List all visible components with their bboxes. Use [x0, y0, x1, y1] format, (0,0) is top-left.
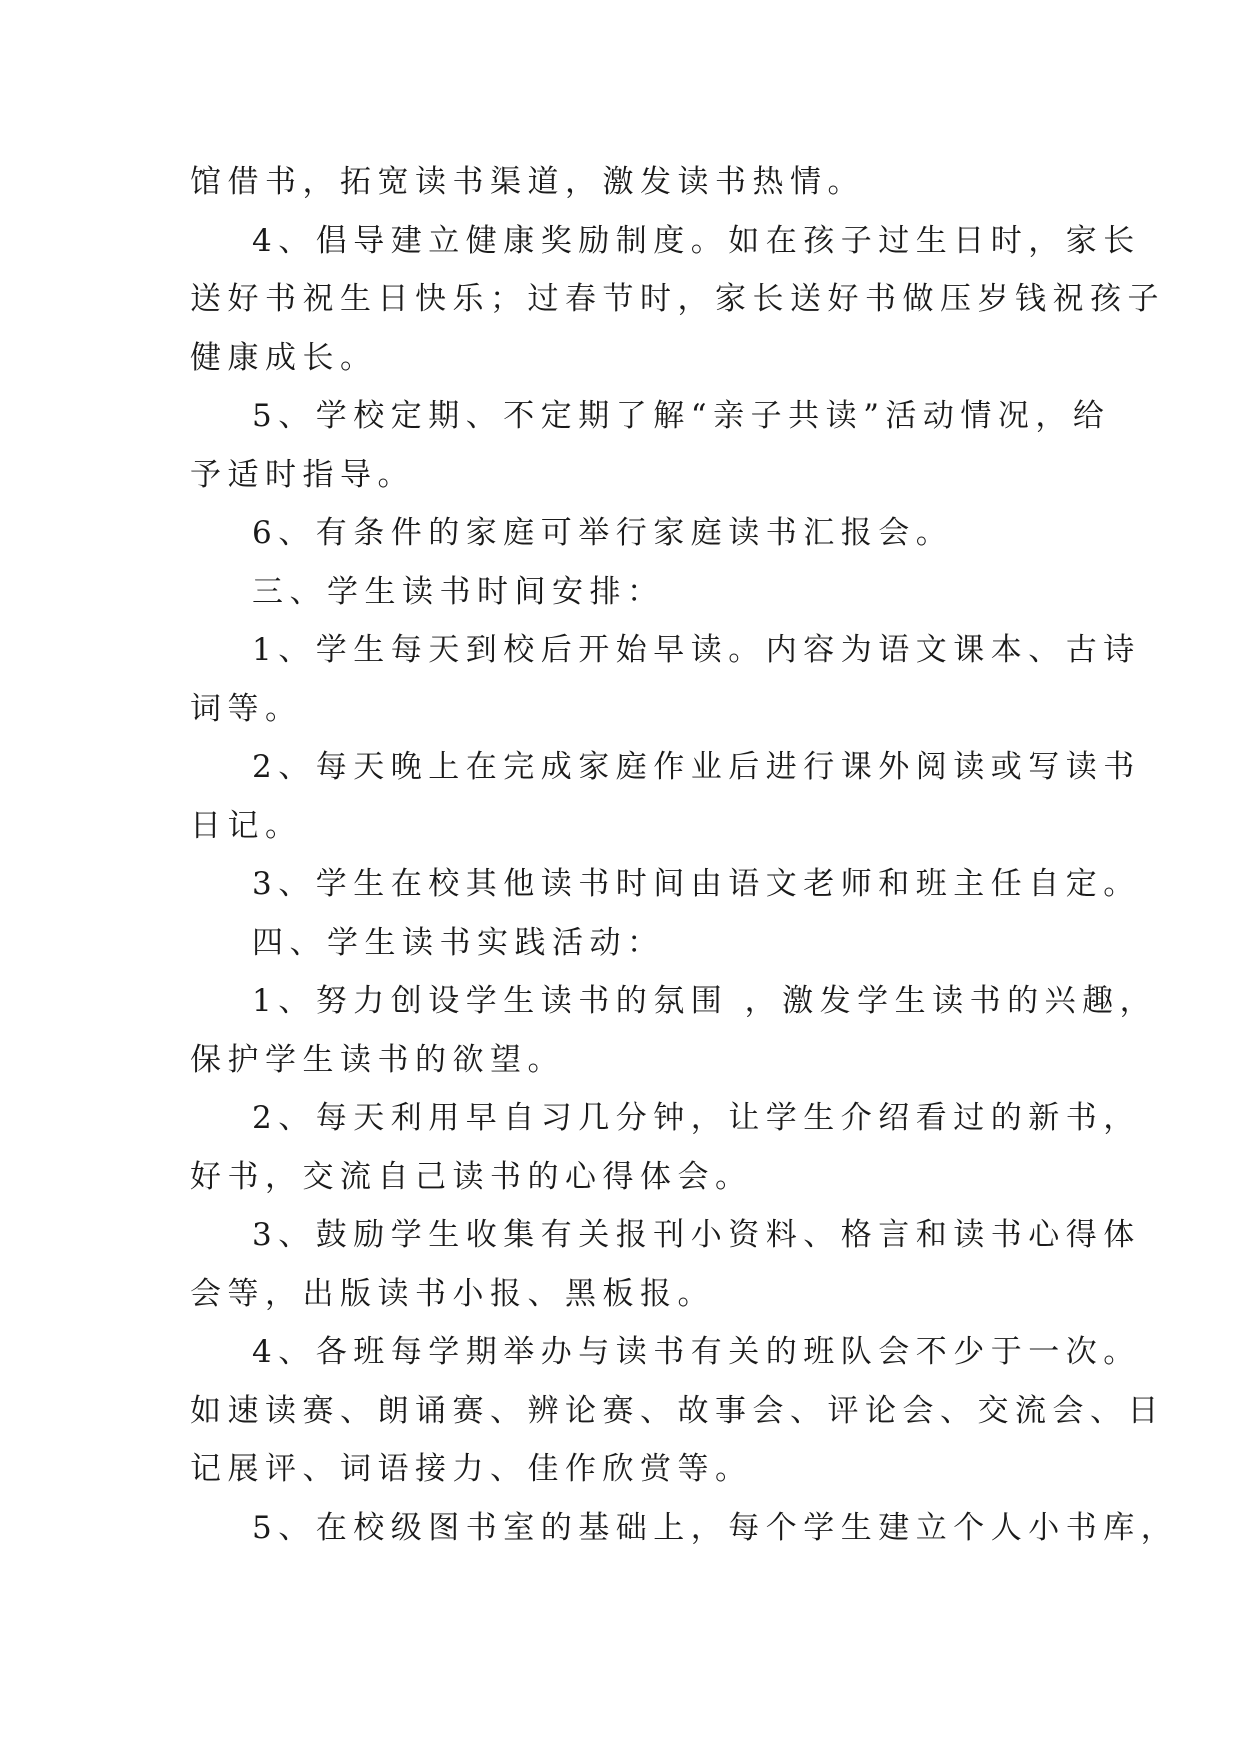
text-line: 4、各班每学期举办与读书有关的班队会不少于一次。	[252, 1334, 1141, 1370]
text-line: 健康成长。	[190, 340, 378, 376]
text-line: 词等。	[190, 691, 303, 727]
text-line: 4、倡导建立健康奖励制度。如在孩子过生日时，家长	[252, 223, 1141, 259]
text-line: 6、有条件的家庭可举行家庭读书汇报会。	[252, 515, 954, 551]
text-line: 3、学生在校其他读书时间由语文老师和班主任自定。	[252, 866, 1141, 902]
text-line: 馆借书，拓宽读书渠道，激发读书热情。	[190, 164, 865, 200]
text-line: 2、每天利用早自习几分钟，让学生介绍看过的新书，	[252, 1100, 1141, 1136]
text-line: 会等，出版读书小报、黑板报。	[190, 1276, 715, 1312]
text-line: 记展评、词语接力、佳作欣赏等。	[190, 1451, 753, 1487]
text-line: 送好书祝生日快乐；过春节时，家长送好书做压岁钱祝孩子	[190, 281, 1165, 317]
section-heading: 四、学生读书实践活动：	[252, 925, 665, 961]
text-line: 5、在校级图书室的基础上，每个学生建立个人小书库，	[252, 1510, 1179, 1546]
text-line: 予适时指导。	[190, 457, 415, 493]
text-line: 保护学生读书的欲望。	[190, 1042, 565, 1078]
text-line: 日记。	[190, 808, 303, 844]
text-line: 1、努力创设学生读书的氛围 ，激发学生读书的兴趣，	[252, 983, 1158, 1019]
text-line: 如速读赛、朗诵赛、辨论赛、故事会、评论会、交流会、日	[190, 1393, 1165, 1429]
text-line: 3、鼓励学生收集有关报刊小资料、格言和读书心得体	[252, 1217, 1141, 1253]
text-line: 2、每天晚上在完成家庭作业后进行课外阅读或写读书	[252, 749, 1141, 785]
text-line: 1、学生每天到校后开始早读。内容为语文课本、古诗	[252, 632, 1141, 668]
section-heading: 三、学生读书时间安排：	[252, 574, 665, 610]
text-line: 好书，交流自己读书的心得体会。	[190, 1159, 753, 1195]
text-line: 5、学校定期、不定期了解“亲子共读”活动情况，给	[252, 398, 1111, 434]
